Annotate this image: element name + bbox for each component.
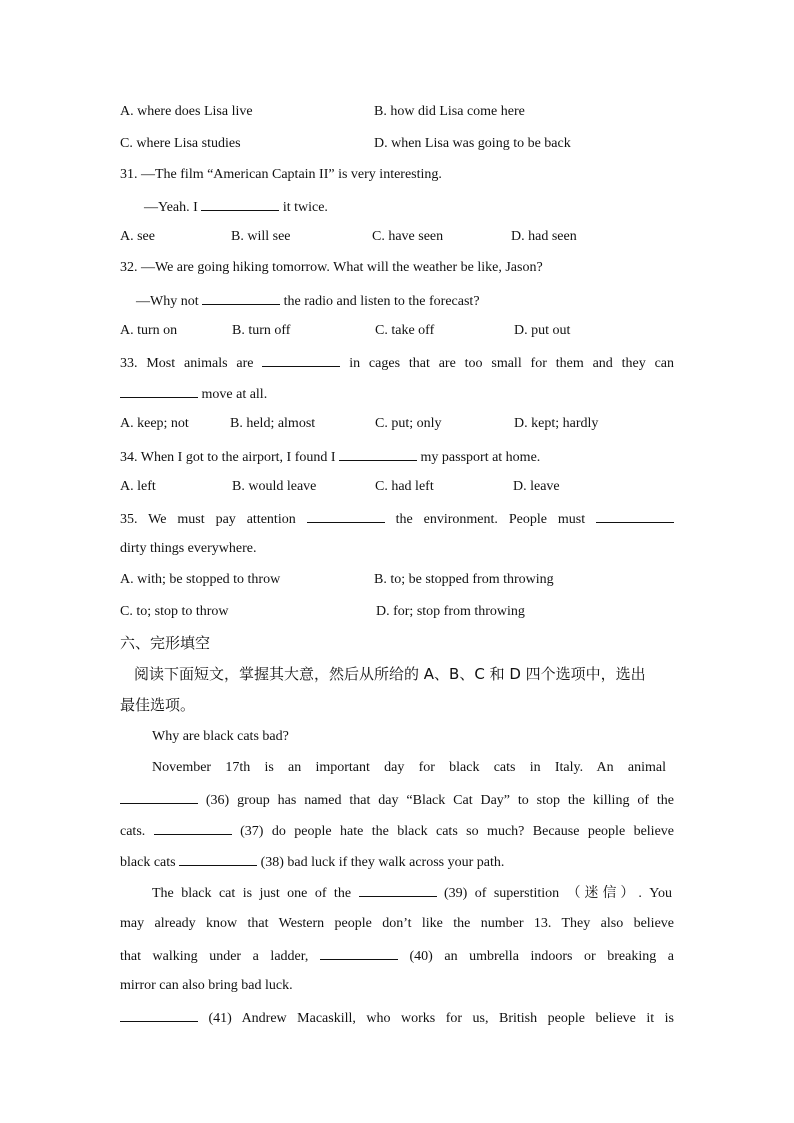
answer-blank (307, 508, 385, 523)
q33-option-b: B. held; almost (230, 416, 316, 431)
passage-p1-line3-after: (37) do people hate the black cats so much? Because people believe (240, 824, 675, 839)
q30-options-row2 (120, 134, 674, 154)
passage-p1-line2-after: (36) group has named that day “Black Cat Day” to stop the killing of the (205, 793, 674, 808)
q33-option-d: D. kept; hardly (514, 416, 599, 431)
q33-line1 (120, 352, 674, 374)
q32-option-d: D. put out (514, 323, 571, 338)
q31-option-d: D. had seen (511, 229, 577, 244)
q33-line2 (120, 383, 674, 405)
q32-option-b: B. turn off (232, 323, 291, 338)
answer-blank (339, 446, 417, 461)
q32-stem: 32. —We are going hiking tomorrow. What will the weather be like, Jason? (120, 260, 543, 275)
passage-title: Why are black cats bad? (152, 729, 289, 744)
q32-reply-before: —Why not (136, 294, 199, 309)
q35-option-a: A. with; be stopped to throw (120, 572, 281, 587)
answer-blank (359, 882, 437, 897)
q31-reply (120, 196, 698, 218)
passage-p1-line4-after: (38) bad luck if they walk across your path. (260, 855, 505, 870)
passage-p2-line1 (152, 882, 672, 904)
answer-blank (262, 352, 340, 367)
passage-p3-line1 (120, 1007, 674, 1029)
q31-reply-before: —Yeah. I (144, 200, 198, 215)
q35-option-b: B. to; be stopped from throwing (374, 572, 554, 587)
q34-stem (120, 446, 674, 468)
q35-options-row2 (120, 602, 674, 622)
q31-option-b: B. will see (231, 229, 291, 244)
q30-option-b: B. how did Lisa come here (374, 104, 525, 119)
answer-blank (154, 820, 232, 835)
q35-line1-before: 35. We must pay attention (120, 512, 296, 527)
answer-blank (120, 789, 198, 804)
passage-p2-line1-after: (39) of superstition （迷信）. You (443, 886, 673, 901)
q35-options-row1 (120, 570, 674, 590)
passage-p3-line1-after: (41) Andrew Macaskill, who works for us, British people believe it is (208, 1011, 675, 1026)
passage-p1-line4-before: black cats (120, 855, 176, 870)
q35-option-c: C. to; stop to throw (120, 604, 229, 619)
passage-p1-line1: November 17th is an important day for black cats in Italy. An animal (152, 760, 666, 775)
q34-option-a: A. left (120, 479, 156, 494)
q34-option-c: C. had left (375, 479, 434, 494)
passage-p1-line4 (120, 851, 674, 873)
answer-blank (120, 383, 198, 398)
q31-option-a: A. see (120, 229, 155, 244)
q32-option-c: C. take off (375, 323, 435, 338)
answer-blank (596, 508, 674, 523)
q35-line2: dirty things everywhere. (120, 541, 257, 556)
q33-option-a: A. keep; not (120, 416, 189, 431)
passage-p2-line2: may already know that Western people don’t like the number 13. They also believe (120, 916, 674, 931)
answer-blank (120, 1007, 198, 1022)
q30-option-a: A. where does Lisa live (120, 104, 253, 119)
q30-options-row1 (120, 102, 674, 122)
q30-option-d: D. when Lisa was going to be back (374, 136, 571, 151)
section-instruction-line1: 阅读下面短文，掌握其大意，然后从所给的 A、B、C 和 D 四个选项中，选出 (134, 665, 646, 683)
passage-p1-line3-before: cats. (120, 824, 146, 839)
passage-p2-line4: mirror can also bring bad luck. (120, 978, 293, 993)
passage-p1-line3 (120, 820, 674, 842)
q33-option-c: C. put; only (375, 416, 442, 431)
q31-option-c: C. have seen (372, 229, 444, 244)
passage-p2-line3-before: that walking under a ladder, (120, 949, 309, 964)
q33-line1-before: 33. Most animals are (120, 356, 254, 371)
q35-line1 (120, 508, 674, 530)
q34-option-b: B. would leave (232, 479, 317, 494)
q32-option-a: A. turn on (120, 323, 178, 338)
answer-blank (179, 851, 257, 866)
q31-stem: 31. —The film “American Captain II” is very interesting. (120, 167, 442, 182)
passage-p2-line1-before: The black cat is just one of the (152, 886, 352, 901)
answer-blank (201, 196, 279, 211)
q35-line1-mid: the environment. People must (395, 512, 586, 527)
passage-p2-line3-after: (40) an umbrella indoors or breaking a (409, 949, 675, 964)
q35-option-d: D. for; stop from throwing (376, 604, 525, 619)
q34-stem-before: 34. When I got to the airport, I found I (120, 450, 336, 465)
q30-option-c: C. where Lisa studies (120, 136, 241, 151)
q33-line2-after: move at all. (201, 387, 268, 402)
q34-option-d: D. leave (513, 479, 560, 494)
q34-stem-after: my passport at home. (420, 450, 541, 465)
section-heading: 六、完形填空 (120, 634, 211, 652)
passage-p2-line3 (120, 945, 674, 967)
q33-line1-after: in cages that are too small for them and they can (349, 356, 675, 371)
answer-blank (320, 945, 398, 960)
passage-p1-line2 (120, 789, 674, 811)
answer-blank (202, 290, 280, 305)
q32-reply (120, 290, 690, 312)
q31-reply-after: it twice. (282, 200, 328, 215)
q32-reply-after: the radio and listen to the forecast? (283, 294, 480, 309)
section-instruction-line2: 最佳选项。 (120, 696, 196, 714)
